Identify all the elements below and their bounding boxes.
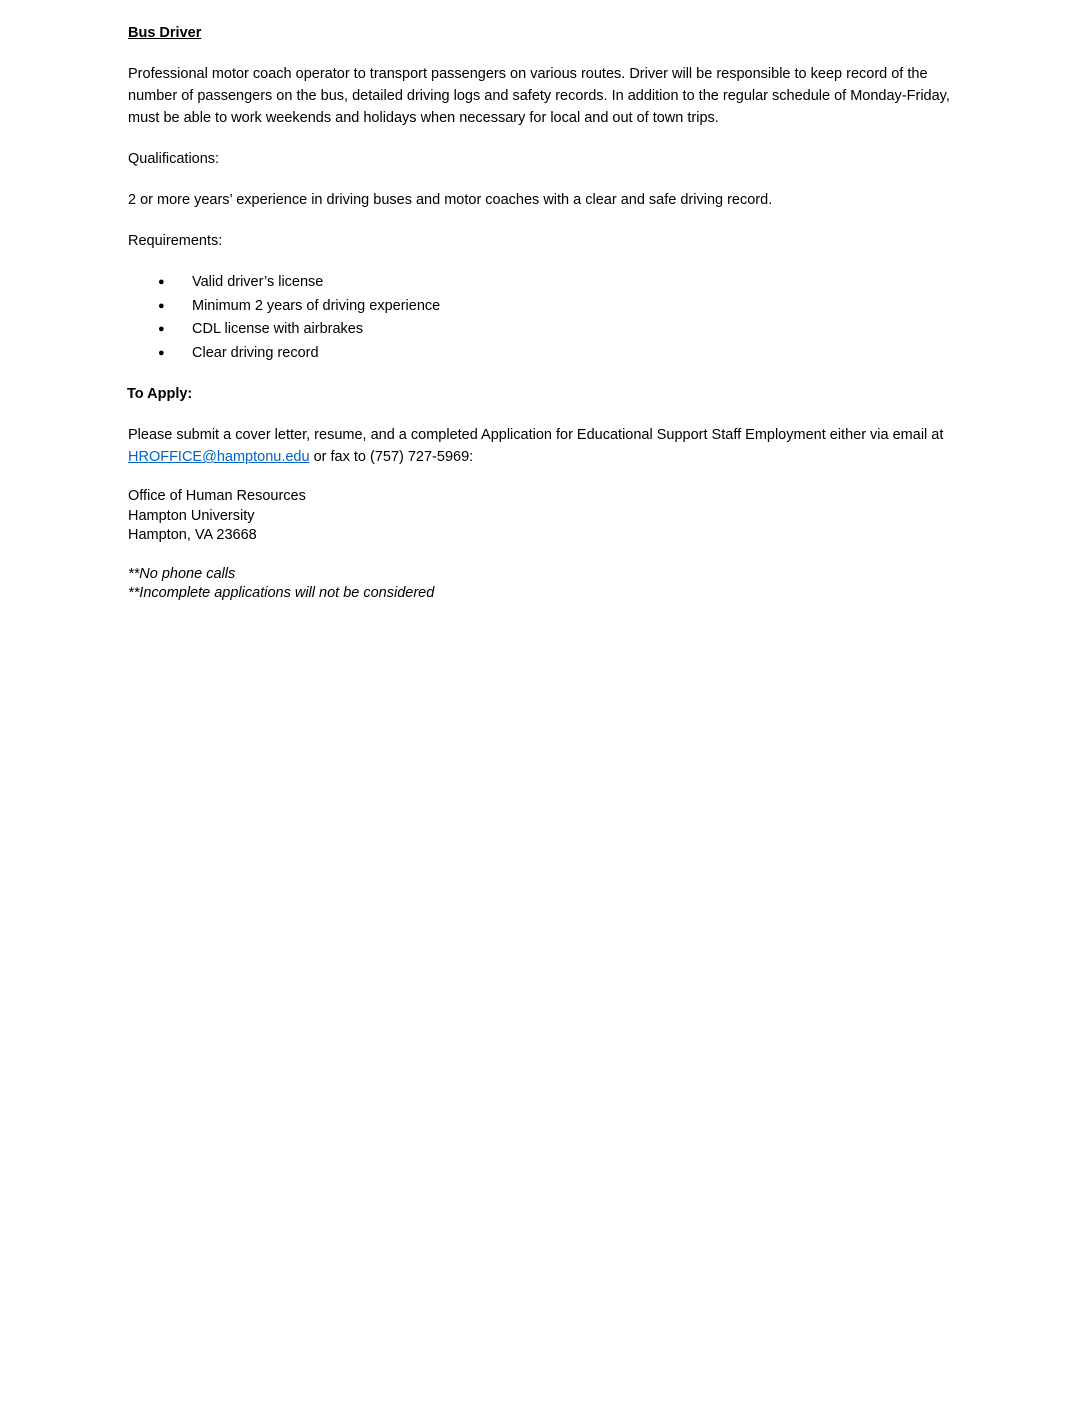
mailing-address — [128, 487, 968, 546]
job-description: Professional motor coach operator to transport passengers on various routes. Driver will be responsible to keep record of the number of passengers on the bus, detailed driving logs and safety records. In addition to the regular schedule of Monday-Friday, must be able to work weekends and holidays when necessary for local and out of town trips. — [128, 66, 950, 126]
address-line-city: Hampton, VA 23668 — [128, 527, 257, 543]
list-item — [128, 295, 968, 319]
requirements-list — [128, 271, 968, 365]
list-item — [128, 271, 968, 295]
apply-instructions — [128, 424, 968, 468]
bullet-icon: ● — [158, 323, 165, 335]
apply-text-after: or fax to (757) 727-5969: — [309, 449, 474, 465]
bullet-icon: ● — [158, 346, 165, 359]
job-title: Bus Driver — [128, 25, 202, 41]
qualifications-text: 2 or more years’ experience in driving buses and motor coaches with a clear and safe driving record. — [128, 192, 773, 208]
note-no-phone: **No phone calls — [128, 565, 236, 582]
bullet-icon: ● — [158, 299, 165, 312]
address-line-office: Office of Human Resources — [128, 488, 306, 504]
list-item — [128, 318, 968, 342]
requirement-text: Valid driver’s license — [192, 274, 324, 290]
apply-heading: To Apply: — [127, 386, 193, 402]
requirement-text: Minimum 2 years of driving experience — [192, 297, 441, 314]
email-link[interactable]: HROFFICE@hamptonu.edu — [128, 449, 310, 465]
list-item — [128, 342, 968, 366]
note-incomplete: **Incomplete applications will not be considered — [128, 585, 435, 601]
address-line-university: Hampton University — [128, 507, 255, 524]
apply-text-before: Please submit a cover letter, resume, and a completed Application for Educational Support Staff Employment either via email at — [128, 427, 944, 443]
requirement-text: Clear driving record — [192, 344, 319, 361]
requirement-text: CDL license with airbrakes — [192, 321, 364, 337]
notes — [128, 565, 968, 604]
bullet-icon: ● — [158, 276, 165, 288]
requirements-heading: Requirements: — [128, 233, 223, 249]
document-page — [128, 22, 968, 604]
qualifications-heading: Qualifications: — [128, 151, 220, 167]
